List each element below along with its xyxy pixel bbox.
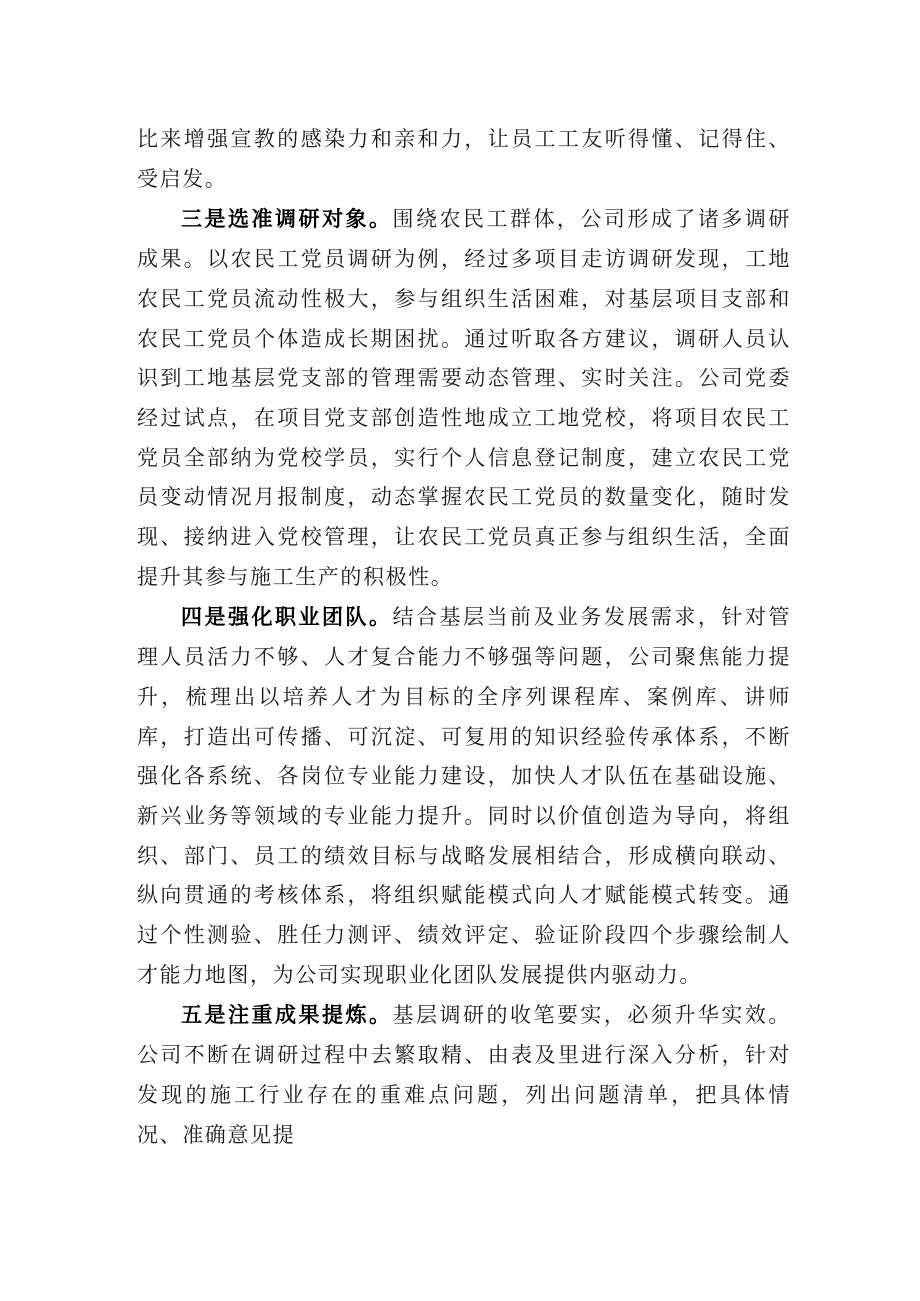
- paragraph-professional-team: [137, 597, 791, 995]
- paragraph-text: 基层调研的收笔要实，必须升华实效。公司不断在调研过程中去繁取精、由表及里进行深入分析，针对发现的施工行业存在的重难点问题，列出问题清单，把具体情况、准确意见提: [137, 1003, 791, 1147]
- paragraph-heading: 四是强化职业团队。: [181, 604, 393, 630]
- paragraph-text: 结合基层当前及业务发展需求，针对管理人员活力不够、人才复合能力不够强等问题，公司聚焦能力提升，梳理出以培养人才为目标的全序列课程库、案例库、讲师库，打造出可传播、可沉淀、可复用的知识经验传承体系，不断强化各系统、各岗位专业能力建设，加快人才队伍在基础设施、新兴业务等领域的专业能力提升。同时以价值创造为导向，将组织、部门、员工的绩效目标与战略发展相结合，形成横向联动、纵向贯通的考核体系，将组织赋能模式向人才赋能模式转变。通过个性测验、胜任力测评、绩效评定、验证阶段四个步骤绘制人才能力地图，为公司实现职业化团队发展提供内驱动力。: [137, 605, 791, 987]
- paragraph-text: 围绕农民工群体，公司形成了诸多调研成果。以农民工党员调研为例，经过多项目走访调研发现，工地农民工党员流动性极大，参与组织生活困难，对基层项目支部和农民工党员个体造成长期困扰。通过听取各方建议，调研人员认识到工地基层党支部的管理需要动态管理、实时关注。公司党委经过试点，在项目党支部创造性地成立工地党校，将项目农民工党员全部纳为党校学员，实行个人信息登记制度，建立农民工党员变动情况月报制度，动态掌握农民工党员的数量变化，随时发现、接纳进入党校管理，让农民工党员真正参与组织生活，全面提升其参与施工生产的积极性。: [137, 207, 791, 589]
- paragraph-heading: 三是选准调研对象。: [181, 206, 393, 232]
- document-body: [137, 120, 791, 1155]
- paragraph-text: 比来增强宣教的感染力和亲和力，让员工工友听得懂、记得住、受启发。: [137, 127, 791, 191]
- paragraph-research-targets: [137, 199, 791, 597]
- paragraph-continuation: [137, 120, 791, 199]
- paragraph-results-refinement: [137, 995, 791, 1155]
- paragraph-heading: 五是注重成果提炼。: [181, 1002, 393, 1028]
